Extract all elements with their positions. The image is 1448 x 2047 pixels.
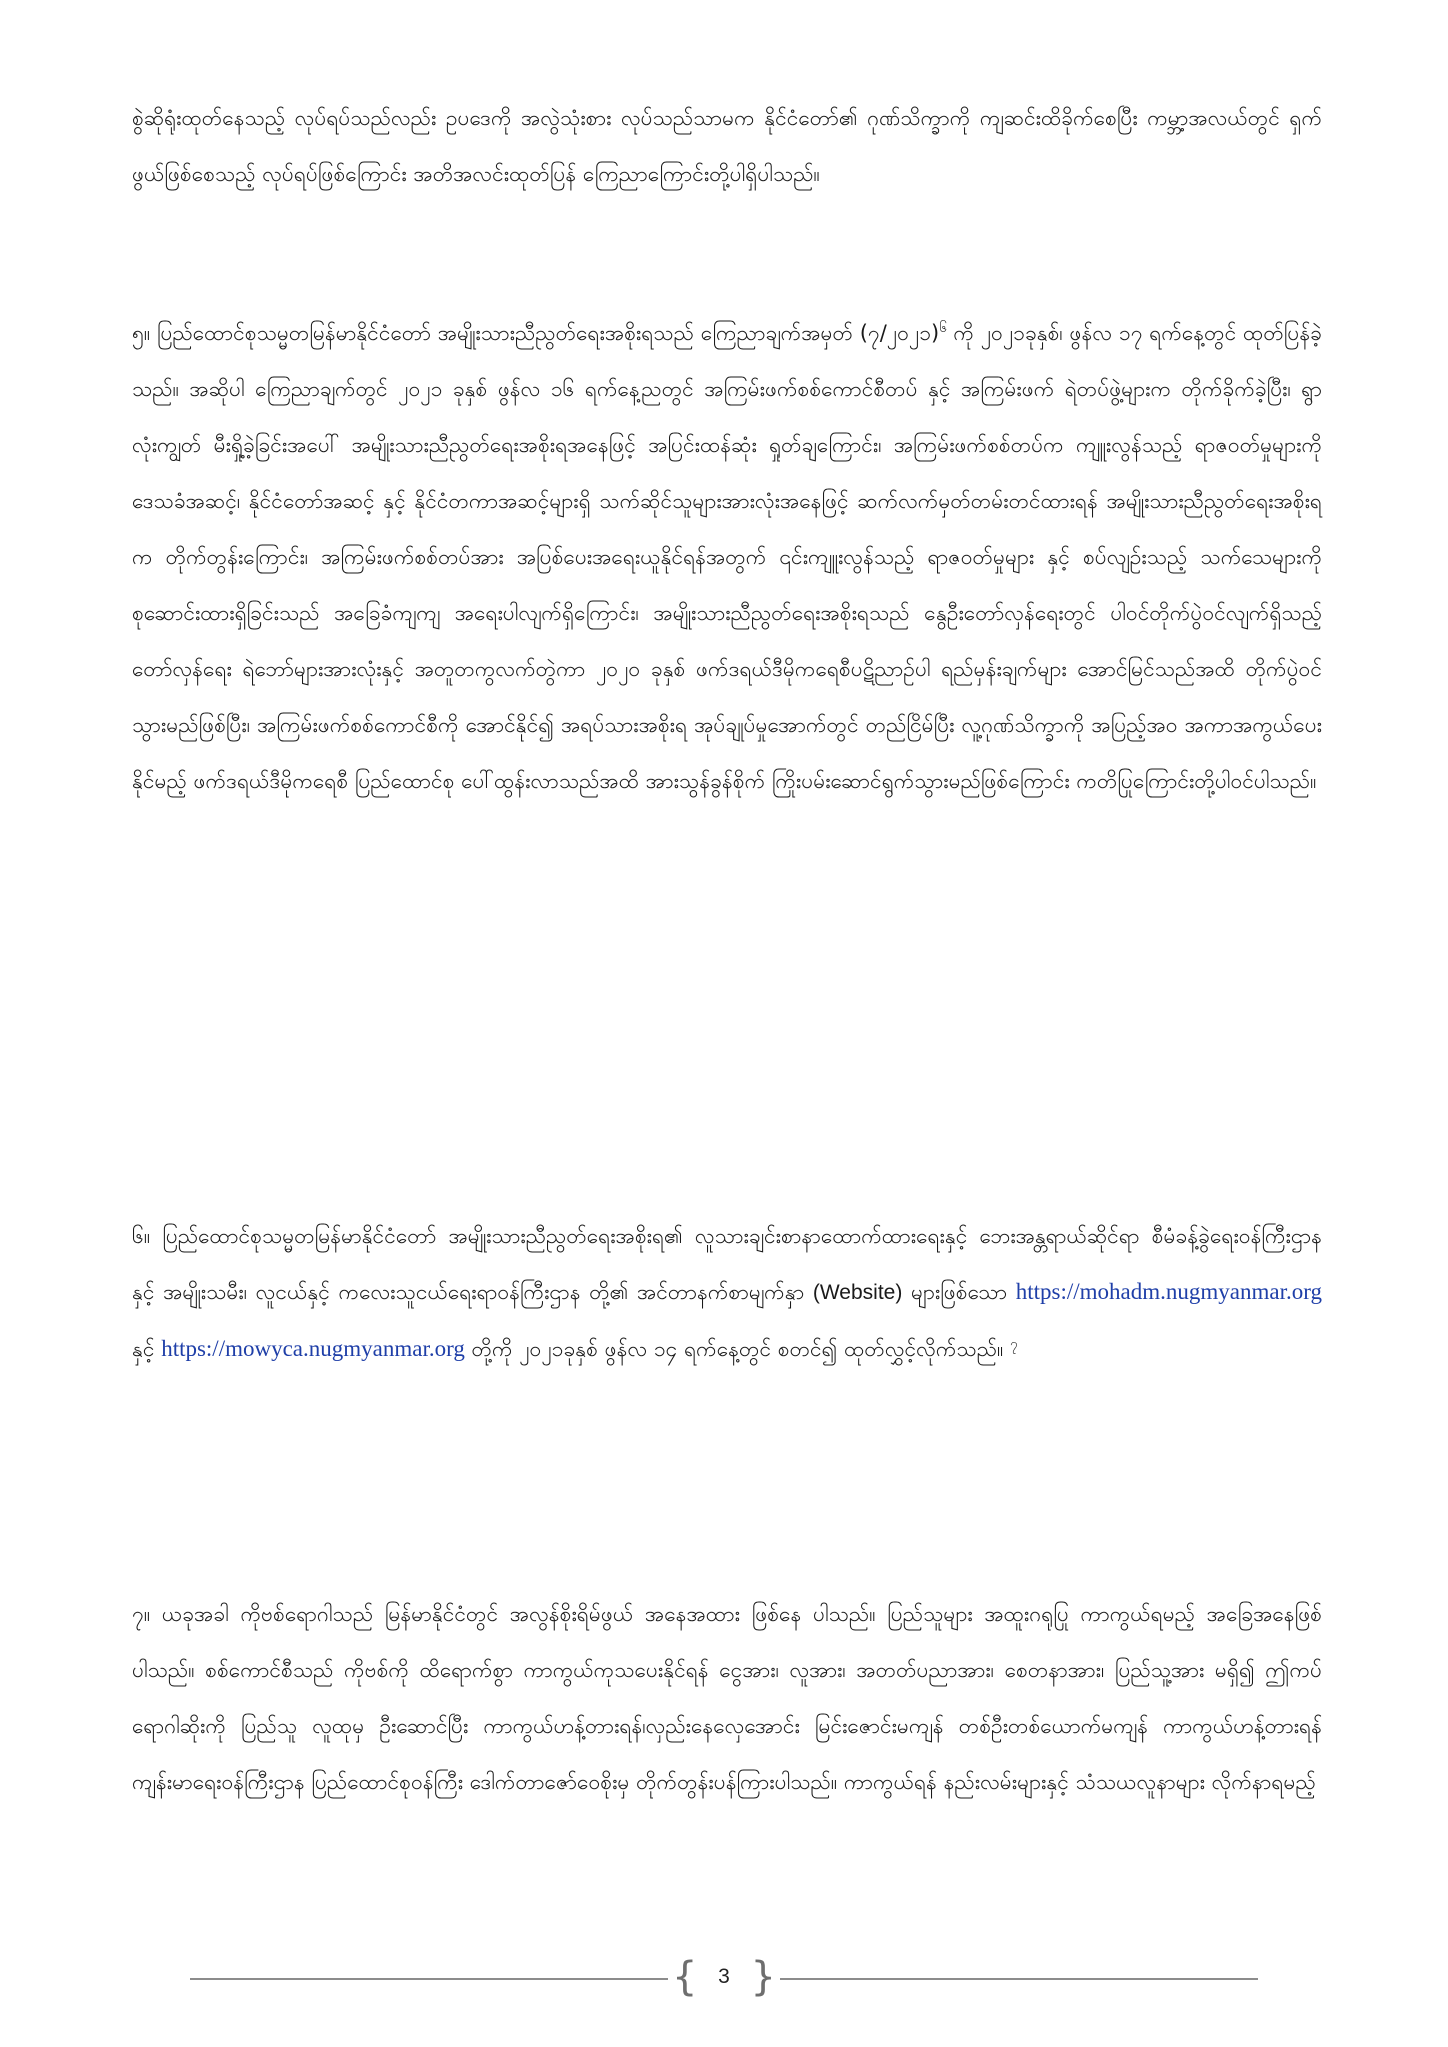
paragraph-5-text-rest: ကို ၂၀၂၁ခုနှစ်၊ ဖွန်လ ၁၇ ရက်နေ့တွင် ထုတ်ပြန်ခဲ့သည်။ အဆိုပါ ကြေညာချက်တွင် ၂၀၂၁ ခုနှစ် ဖွန်လ ၁၆ ရက်နေ့ညတွင် အကြမ်းဖက်စစ်ကောင်စီတပ် နှင့် အကြမ်းဖက် ရဲတပ်ဖွဲ့များက တိုက်ခိုက်ခဲ့ပြီး၊ ရွာလုံးကျွတ် မီးရှို့ခဲ့ခြင်းအပေါ် အမျိုးသားညီညွတ်ရေးအစိုးရအနေဖြင့် အပြင်းထန်ဆုံး ရှုတ်ချကြောင်း၊ အကြမ်းဖက်စစ်တပ်က ကျူးလွန်သည့် ရာဇဝတ်မှုများကို ဒေသခံအဆင့်၊ နိုင်ငံတော်အဆင့် နှင့် နိုင်ငံတကာအဆင့်များရှိ သက်ဆိုင်သူများအားလုံးအနေဖြင့် ဆက်လက်မှတ်တမ်းတင်ထားရန် အမျိုးသားညီညွတ်ရေးအစိုးရက တိုက်တွန်းကြောင်း၊ အကြမ်းဖက်စစ်တပ်အား အပြစ်ပေးအရေးယူနိုင်ရန်အတွက် ၎င်းကျူးလွန်သည့် ရာဇဝတ်မှုများ နှင့် စပ်လျဉ်းသည့် သက်သေများကို စုဆောင်းထားရှိခြင်းသည် အခြေခံကျကျ အရေးပါလျက်ရှိကြောင်း၊ အမျိုးသားညီညွတ်ရေးအစိုးရသည် နွေဦးတော်လှန်ရေးတွင် ပါဝင်တိုက်ပွဲဝင်လျက်ရှိသည့် တော်လှန်ရေး ရဲဘော်များအားလုံးနှင့် အတူတကွလက်တွဲကာ ၂၀၂၀ ခုနှစ် ဖက်ဒရယ်ဒီမိုကရေစီပဋိညာဉ်ပါ ရည်မှန်းချက်များ အောင်မြင်သည်အထိ တိုက်ပွဲဝင်သွားမည်ဖြစ်ပြီး၊ အကြမ်းဖက်စစ်ကောင်စီကို အောင်နိုင်၍ အရပ်သားအစိုးရ အုပ်ချုပ်မှုအောက်တွင် တည်ငြိမ်ပြီး လူ့ဂုဏ်သိက္ခာကို အပြည့်အဝ အကာအကွယ်ပေးနိုင်မည့် ဖက်ဒရယ်ဒီမိုကရေစီ ပြည်ထောင်စု ပေါ်ထွန်းလာသည်အထိ အားသွန်ခွန်စိုက် ကြိုးပမ်းဆောင်ရွက်သွားမည်ဖြစ်ကြောင်း ကတိပြုကြောင်းတို့ပါဝင်ပါသည်။ <box>132 321 1322 793</box>
paragraph-6-text-c: နှင့် <box>132 1337 162 1361</box>
paragraph-intro-text: စွဲဆိုရုံးထုတ်နေသည့် လုပ်ရပ်သည်လည်း ဥပဒေကို အလွဲသုံးစား လုပ်သည်သာမက နိုင်ငံတော်၏ ဂုဏ်သိက္ခာကို ကျဆင်းထိခိုက်စေပြီး ကမ္ဘာ့အလယ်တွင် ရှက်ဖွယ်ဖြစ်စေသည့် လုပ်ရပ်ဖြစ်ကြောင်း အတိအလင်းထုတ်ပြန် ကြေညာကြောင်းတို့ပါရှိပါသည်။ <box>132 106 1322 186</box>
paragraph-5 <box>132 305 1322 809</box>
page-footer <box>190 1954 1258 2004</box>
paragraph-6-text-a: ၆။ ပြည်ထောင်စုသမ္မတမြန်မာနိုင်ငံတော် အမျိုးသားညီညွတ်ရေးအစိုးရ၏ လူသားချင်းစာနာထောက်ထားရေးနှင့် ဘေးအန္တရာယ်ဆိုင်ရာ စီမံခန့်ခွဲရေးဝန်ကြီးဌာန နှင့် အမျိုးသမီး၊ လူငယ်နှင့် ကလေးသူငယ်ရေးရာဝန်ကြီးဌာန တို့၏ အင်တာနက်စာမျက်နှာ <box>132 1224 1322 1304</box>
footer-brace-right: } <box>750 1954 776 2000</box>
page-number: 3 <box>718 1965 730 1988</box>
footer-brace-left: { <box>672 1954 698 2000</box>
paragraph-6-text-d: တို့ကို ၂၀၂၁ခုနှစ် ဖွန်လ ၁၄ ရက်နေ့တွင် စတင်၍ ထုတ်လွှင့်လိုက်သည်။ <box>464 1337 1011 1361</box>
paragraph-6-text-b: များဖြစ်သော <box>902 1280 1016 1304</box>
paragraph-intro <box>132 90 1322 202</box>
footer-rule-right <box>780 1978 1258 1980</box>
paragraph-6 <box>132 1208 1322 1377</box>
mohadm-website-link[interactable]: https://mohadm.nugmyanmar.org <box>1015 1279 1322 1304</box>
website-label: (Website) <box>812 1281 903 1304</box>
mowyca-website-link[interactable]: https://mowyca.nugmyanmar.org <box>161 1336 465 1361</box>
paragraph-7 <box>132 1586 1322 1810</box>
footnote-marker-7[interactable]: ၇ <box>1010 1337 1018 1352</box>
paragraph-7-text: ၇။ ယခုအခါ ကိုဗစ်ရောဂါသည် မြန်မာနိုင်ငံတွင် အလွန်စိုးရိမ်ဖွယ် အနေအထား ဖြစ်နေ ပါသည်။ ပြည်သူများ အထူးဂရုပြု ကာကွယ်ရမည့် အခြေအနေဖြစ်ပါသည်။ စစ်ကောင်စီသည် ကိုဗစ်ကို ထိရောက်စွာ ကာကွယ်ကုသပေးနိုင်ရန် ငွေအား၊ လူအား၊ အတတ်ပညာအား၊ စေတနာအား၊ ပြည်သူ့အား မရှိ၍ ဤကပ်ရောဂါဆိုးကို ပြည်သူ လူထုမှ ဦးဆောင်ပြီး ကာကွယ်ဟန့်တားရန်၊လှည်းနေလှေအောင်း မြင်းဇောင်းမကျန် တစ်ဦးတစ်ယောက်မကျန် ကာကွယ်ဟန့်တားရန် ကျန်းမာရေးဝန်ကြီးဌာန ပြည်ထောင်စုဝန်ကြီး ဒေါက်တာဇော်ဝေစိုးမှ တိုက်တွန်းပန်ကြားပါသည်။ ကာကွယ်ရန် နည်းလမ်းများနှင့် သံသယလူနာများ လိုက်နာရမည့် <box>132 1602 1322 1794</box>
footnote-marker-6[interactable]: ၆ <box>939 321 947 336</box>
paragraph-5-text: ၅။ ပြည်ထောင်စုသမ္မတမြန်မာနိုင်ငံတော် အမျိုးသားညီညွတ်ရေးအစိုးရသည် ကြေညာချက်အမှတ် (၇/၂၀၂၁) <box>132 321 940 345</box>
